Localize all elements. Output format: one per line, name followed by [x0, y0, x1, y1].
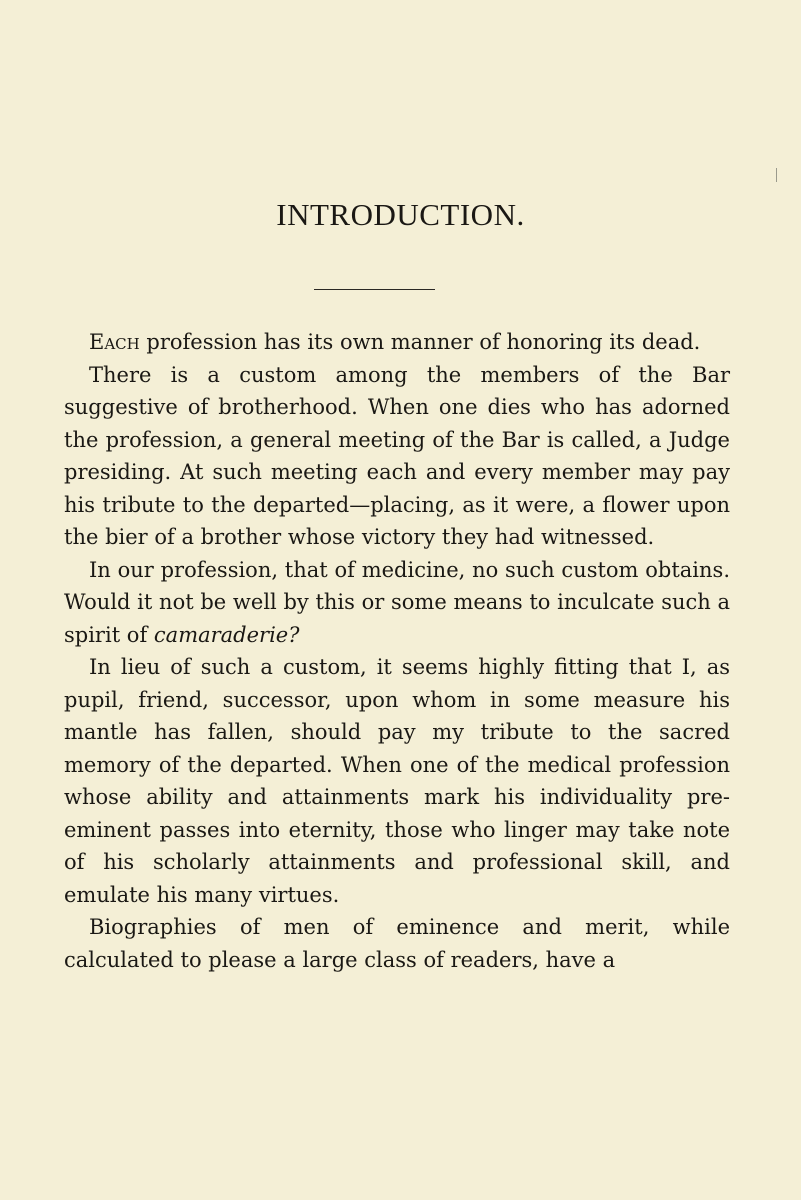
- title-rule: [314, 289, 435, 290]
- chapter-title: INTRODUCTION.: [276, 197, 525, 232]
- paragraph-1-dropcap: Each: [89, 330, 140, 354]
- paragraph-3: [64, 554, 730, 652]
- paragraph-1-text: profession has its own manner of honoring its dead.: [139, 330, 701, 354]
- paragraph-2: There is a custom among the members of the Bar suggestive of brotherhood. When one dies who has adorned the profession, a general meeting of the Bar is called, a Judge presiding. At such meeting each and every member may pay his tribute to the departed—placing, as it were, a flower upon the bier of a brother whose victory they had witnessed.: [64, 362, 730, 549]
- page-edge-mark: [776, 168, 777, 182]
- paragraph-4: In lieu of such a custom, it seems highly fitting that I, as pupil, friend, successor, upon whom in some measure his mantle has fallen, should pay my tribute to the sacred memory of the departed. When one of the medical profession whose ability and attainments mark his individuality pre-eminent passes into eternity, those who linger may take note of his scholarly attainments and professional skill, and emulate his many virtues.: [64, 655, 730, 907]
- paragraph-3-italic: camaraderie?: [153, 622, 300, 647]
- body-text: [64, 326, 730, 976]
- paragraph-5: Biographies of men of eminence and merit, while calculated to please a large class of readers, have a: [64, 915, 730, 972]
- paragraph-3-text: In our profession, that of medicine, no such custom obtains. Would it not be well by this or some means to inculcate such a spirit of: [64, 557, 730, 647]
- paragraph-1: [64, 326, 730, 359]
